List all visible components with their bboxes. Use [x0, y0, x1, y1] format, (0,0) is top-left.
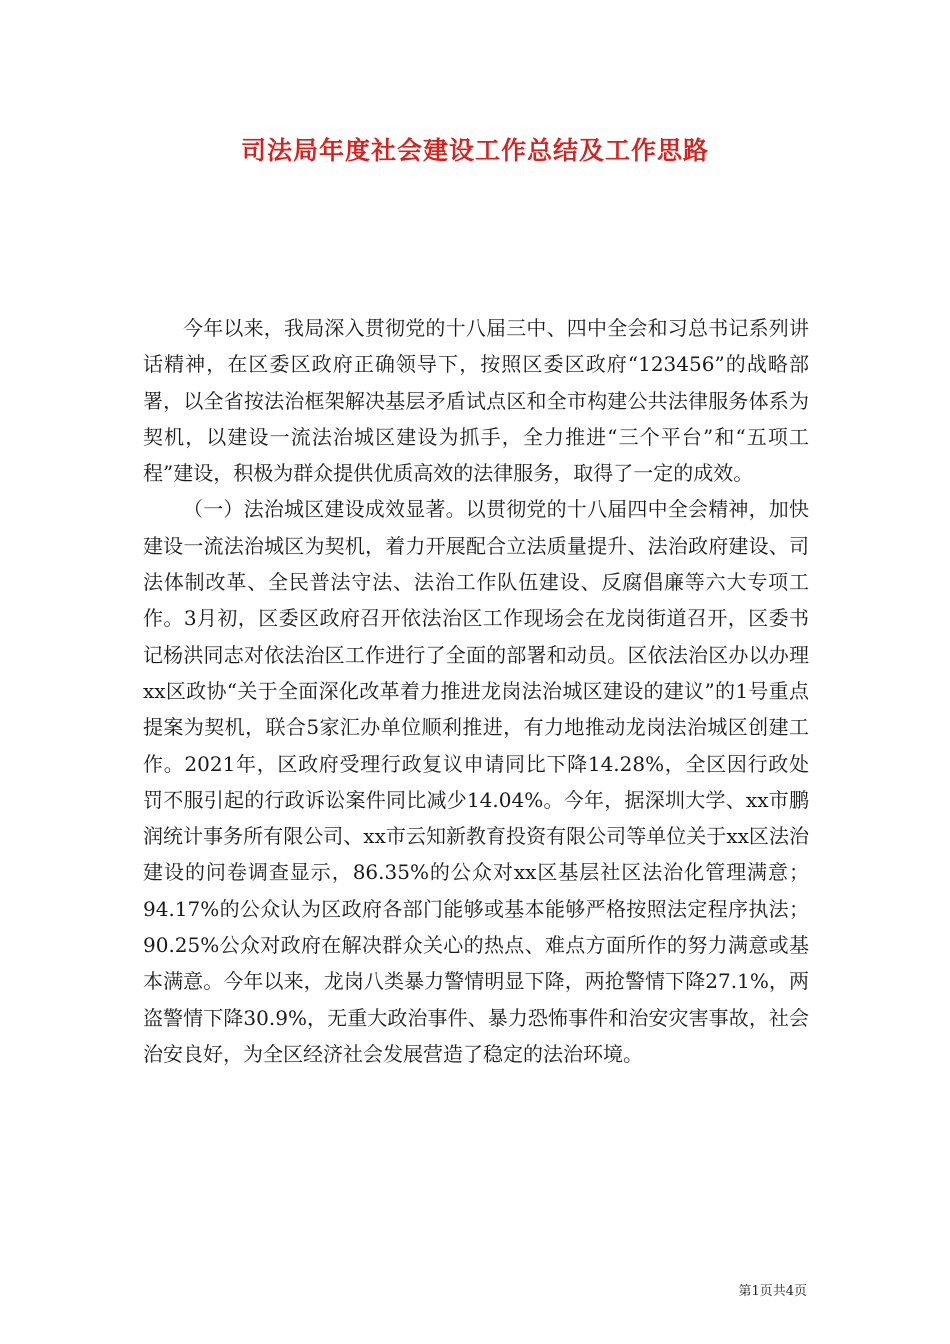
- page-number: 第1页共4页: [738, 1284, 807, 1299]
- document-title: 司法局年度社会建设工作总结及工作思路: [240, 136, 709, 165]
- paragraph-intro: 今年以来，我局深入贯彻党的十八届三中、四中全会和习总书记系列讲话精神，在区委区政府正确领导下，按照区委区政府“123456”的战略部署，以全省按法治框架解决基层矛盾试点区和全市构建公共法律服务体系为契机，以建设一流法治城区建设为抓手，全力推进“三个平台”和“五项工程”建设，积极为群众提供优质高效的法律服务，取得了一定的成效。: [143, 316, 809, 486]
- document-body: [143, 310, 809, 1072]
- paragraph-section-1: （一）法治城区建设成效显著。以贯彻党的十八届四中全会精神，加快建设一流法治城区为契机，着力开展配合立法质量提升、法治政府建设、司法体制改革、全民普法守法、法治工作队伍建设、反腐倡廉等六大专项工作。3月初，区委区政府召开依法治区工作现场会在龙岗街道召开，区委书记杨洪同志对依法治区工作进行了全面的部署和动员。区依法治区办以办理xx区政协“关于全面深化改革着力推进龙岗法治城区建设的建议”的1号重点提案为契机，联合5家汇办单位顺利推进，有力地推动龙岗法治城区创建工作。2021年，区政府受理行政复议申请同比下降14.28%，全区因行政处罚不服引起的行政诉讼案件同比减少14.04%。今年，据深圳大学、xx市鹏润统计事务所有限公司、xx市云知新教育投资有限公司等单位关于xx区法治建设的问卷调查显示，86.35%的公众对xx区基层社区法治化管理满意；94.17%的公众认为区政府各部门能够或基本能够严格按照法定程序执法；90.25%公众对政府在解决群众关心的热点、难点方面所作的努力满意或基本满意。今年以来，龙岗八类暴力警情明显下降，两抢警情下降27.1%，两盗警情下降30.9%，无重大政治事件、暴力恐怖事件和治安灾害事故，社会治安良好，为全区经济社会发展营造了稳定的法治环境。: [143, 497, 809, 1066]
